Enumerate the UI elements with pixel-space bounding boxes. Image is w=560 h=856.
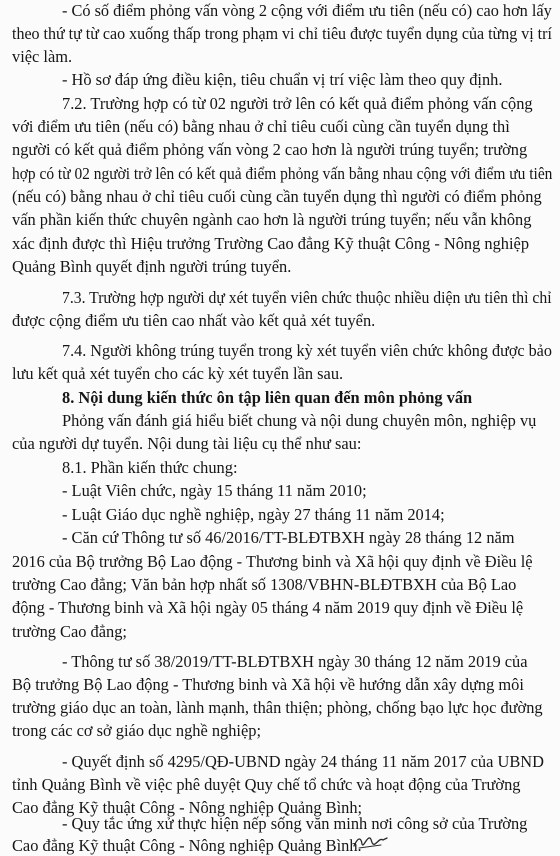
text-line: 7.3. Trường hợp người dự xét tuyển viên chức thuộc nhiều diện ưu tiên thì chỉ	[62, 288, 552, 307]
text-line: trường giáo dục an toàn, lành mạnh, thân thiện; phòng, chống bạo lực học đường	[12, 698, 543, 717]
text-line: lưu kết quả xét tuyển cho các kỳ xét tuyển lần sau.	[12, 364, 344, 383]
text-line: Bộ trưởng Bộ Lao động - Thương binh và Xã hội về hướng dẫn xây dựng môi	[12, 675, 524, 694]
text-line: trường Cao đẳng;	[12, 622, 127, 641]
text-line: - Luật Giáo dục nghề nghiệp, ngày 27 tháng 11 năm 2014;	[62, 505, 445, 524]
text-line: trường Cao đẳng; Văn bản hợp nhất số 1308/VBHN-BLĐTBXH của Bộ Lao	[12, 575, 517, 594]
text-line: Cao đẳng Kỹ thuật Công - Nông nghiệp Quảng Bình;	[12, 798, 363, 817]
text-line: 7.4. Người không trúng tuyển trong kỳ xét tuyển viên chức không được bảo	[62, 341, 552, 360]
text-line: của người dự tuyển. Nội dung tài liệu cụ thể như sau:	[12, 434, 362, 453]
text-line: theo thứ tự từ cao xuống thấp trong phạm vi chỉ tiêu được tuyển dụng của từng vị trí	[12, 24, 552, 43]
text-line: 7.2. Trường hợp có từ 02 người trở lên có kết quả điểm phỏng vấn cộng	[62, 94, 533, 113]
text-line: Cao đẳng Kỹ thuật Công - Nông nghiệp Quảng Bình.	[12, 836, 362, 855]
text-line: - Thông tư số 38/2019/TT-BLĐTBXH ngày 30 tháng 12 năm 2019 của	[62, 652, 528, 671]
text-line: (nếu có) bằng nhau ở chỉ tiêu cuối cùng cần tuyển dụng thì người có điểm phỏng	[12, 187, 542, 206]
text-line: vấn phần kiến thức chuyên ngành cao hơn là người trúng tuyển; nếu vẫn không	[12, 210, 532, 229]
text-line: - Quy tắc ứng xử thực hiện nếp sống văn minh nơi công sở của Trường	[62, 814, 528, 833]
text-line: xác định được thì Hiệu trưởng Trường Cao đẳng Kỹ thuật Công - Nông nghiệp	[12, 234, 530, 253]
text-line: - Quyết định số 4295/QĐ-UBND ngày 24 tháng 11 năm 2017 của UBND	[62, 752, 544, 771]
text-line: Quảng Bình quyết định người trúng tuyển.	[12, 257, 292, 276]
text-line: hợp có từ 02 người trở lên có kết quả điểm phỏng vấn bằng nhau cộng với điểm ưu tiên	[12, 164, 553, 183]
text-line: với điểm ưu tiên (nếu có) bằng nhau ở chỉ tiêu cuối cùng cần tuyển dụng thì	[12, 117, 510, 136]
text-line: - Căn cứ Thông tư số 46/2016/TT-BLĐTBXH ngày 28 tháng 12 năm	[62, 528, 515, 547]
text-line: tỉnh Quảng Bình về việc phê duyệt Quy chế tổ chức và hoạt động của Trường	[12, 775, 521, 794]
text-line: việc làm.	[12, 47, 73, 66]
text-line: - Luật Viên chức, ngày 15 tháng 11 năm 2010;	[62, 481, 367, 500]
text-line: người có kết quả điểm phỏng vấn vòng 2 cao hơn là người trúng tuyển; trường	[12, 140, 528, 159]
text-line: 2016 của Bộ trưởng Bộ Lao động - Thương binh và Xã hội quy định về Điều lệ	[12, 552, 533, 571]
text-line: 8.1. Phần kiến thức chung:	[62, 458, 238, 477]
handwritten-initials	[350, 829, 390, 853]
text-line: - Có số điểm phỏng vấn vòng 2 cộng với điểm ưu tiên (nếu có) cao hơn lấy	[62, 1, 552, 20]
text-line: - Hồ sơ đáp ứng điều kiện, tiêu chuẩn vị trí việc làm theo quy định.	[62, 70, 503, 89]
text-line: động - Thương binh và Xã hội ngày 05 tháng 4 năm 2019 quy định về Điều lệ	[12, 598, 524, 617]
text-line: được cộng điểm ưu tiên cao nhất vào kết quả xét tuyển.	[12, 311, 376, 330]
section-heading: 8. Nội dung kiến thức ôn tập liên quan đến môn phỏng vấn	[62, 388, 473, 407]
text-line: Phỏng vấn đánh giá hiểu biết chung và nội dung chuyên môn, nghiệp vụ	[62, 411, 537, 430]
text-line: trong các cơ sở giáo dục nghề nghiệp;	[12, 721, 262, 740]
